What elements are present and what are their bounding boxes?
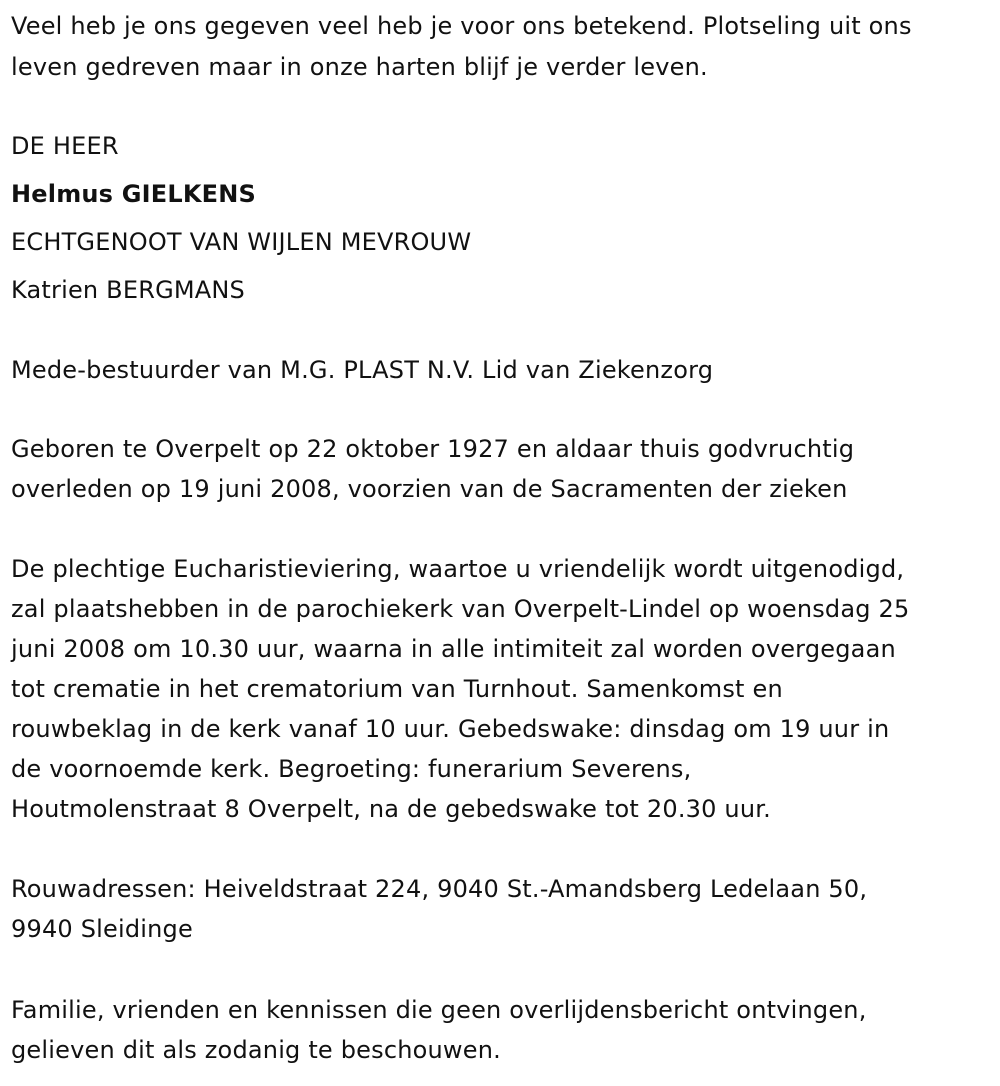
address-line: Rouwadressen: Heiveldstraat 224, 9040 St.-Amandsberg Ledelaan 50, <box>11 875 868 903</box>
birth-death-line: overleden op 19 juni 2008, voorzien van de Sacramenten der zieken <box>11 475 848 503</box>
address-line: 9940 Sleidinge <box>11 915 193 943</box>
closing-line: Familie, vrienden en kennissen die geen overlijdensbericht ontvingen, <box>11 996 867 1024</box>
role-line: Mede-bestuurder van M.G. PLAST N.V. Lid van Ziekenzorg <box>11 356 714 384</box>
ceremony-line: zal plaatshebben in de parochiekerk van Overpelt-Lindel op woensdag 25 <box>11 595 910 623</box>
spouse-name: Katrien BERGMANS <box>11 276 245 304</box>
ceremony-line: Houtmolenstraat 8 Overpelt, na de gebedswake tot 20.30 uur. <box>11 795 771 823</box>
birth-death-line: Geboren te Overpelt op 22 oktober 1927 en aldaar thuis godvruchtig <box>11 435 855 463</box>
closing-line: gelieven dit als zodanig te beschouwen. <box>11 1036 501 1064</box>
ceremony-line: rouwbeklag in de kerk vanaf 10 uur. Gebedswake: dinsdag om 19 uur in <box>11 715 890 743</box>
intro-line: Veel heb je ons gegeven veel heb je voor ons betekend. Plotseling uit ons <box>11 12 912 40</box>
deceased-name: Helmus GIELKENS <box>11 180 257 208</box>
ceremony-line: juni 2008 om 10.30 uur, waarna in alle intimiteit zal worden overgegaan <box>11 635 896 663</box>
ceremony-line: De plechtige Eucharistieviering, waartoe u vriendelijk wordt uitgenodigd, <box>11 555 905 583</box>
intro-line: leven gedreven maar in onze harten blijf je verder leven. <box>11 53 708 81</box>
salutation: DE HEER <box>11 132 119 160</box>
relation-line: ECHTGENOOT VAN WIJLEN MEVROUW <box>11 228 472 256</box>
ceremony-line: de voornoemde kerk. Begroeting: funerarium Severens, <box>11 755 692 783</box>
ceremony-line: tot crematie in het crematorium van Turnhout. Samenkomst en <box>11 675 783 703</box>
